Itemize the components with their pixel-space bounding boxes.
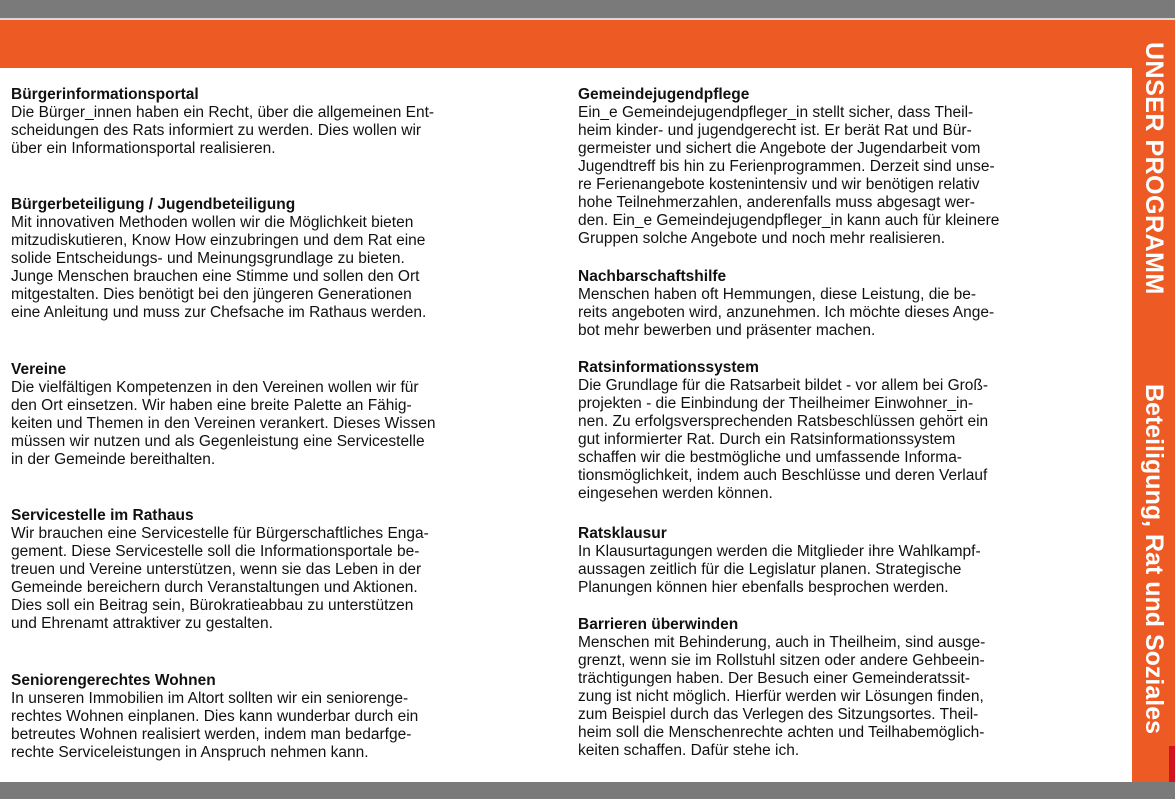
top-gray-bar	[0, 0, 1175, 18]
section-text: Menschen haben oft Hemmungen, diese Leistung, die be- reits angeboten wird, anzunehmen. Ich möchte dieses Ange- bot mehr bewerben und präsenter machen.	[578, 286, 995, 339]
section-text: Ein_e Gemeindejugendpfleger_in stellt sicher, dass Theil- heim kinder- und jugendgerecht ist. Er berät Rat und Bür- germeister und sichert die Angebote der Jugendarbeit vom Jugendtreff bis hin zu Ferienprogrammen. Derzeit sind unse- re Ferienangebote kostenintensiv und wir benötigen relativ hohe Teilnehmerzahlen, anderenfalls muss abgesagt wer- den. Ein_e Gemeindejugendpfleger_in kann auch für kleinere Gruppen solche Angebote und noch mehr realisieren.	[578, 104, 1000, 247]
sidebar-title: UNSER PROGRAMM	[1140, 42, 1168, 295]
section-text: Die vielfältigen Kompetenzen in den Vereinen wollen wir für den Ort einsetzen. Wir haben eine breite Palette an Fähig- keiten und Themen in den Vereinen verankert. Dieses Wissen müssen wir nutzen und als Gegenleistung eine Servicestelle in der Gemeinde bereithalten.	[11, 379, 436, 468]
section-text: Wir brauchen eine Servicestelle für Bürgerschaftliches Enga- gement. Diese Servicestelle soll die Informationsportale be- treuen und Vereine unterstützen, wenn sie das Leben in der Gemeinde bereichern durch Veranstaltungen und Aktionen. Dies soll ein Beitrag sein, Bürokratieabbau zu unterstützen und Ehrenamt attraktiver zu gestalten.	[11, 525, 429, 632]
section-text: In Klausurtagungen werden die Mitglieder ihre Wahlkampf- aussagen zeitlich für die Legislatur planen. Strategische Planungen können hier ebenfalls besprochen werden.	[578, 543, 981, 596]
section-barrieren-ueberwinden	[578, 616, 985, 760]
section-servicestelle	[11, 507, 429, 633]
section-heading: Bürgerinformationsportal	[11, 86, 199, 103]
section-heading: Ratsinformationssystem	[578, 359, 759, 376]
section-text: Die Grundlage für die Ratsarbeit bildet - vor allem bei Groß- projekten - die Einbindung der Theilheimer Einwohner_in- nen. Zu erfolgsversprechenden Ratsbeschlüssen gehört ein gut informierter Rat. Durch ein Ratsinformationssystem schaffen wir die bestmögliche und umfassende Informa- tionsmöglichkeit, indem auch Beschlüsse und deren Verlauf eingesehen werden können.	[578, 377, 989, 502]
section-heading: Ratsklausur	[578, 525, 667, 542]
section-heading: Vereine	[11, 361, 67, 378]
section-nachbarschaftshilfe	[578, 268, 994, 340]
section-text: In unseren Immobilien im Altort sollten wir ein seniorenge- rechtes Wohnen einplanen. Dies kann wunderbar durch ein betreutes Wohnen realisiert werden, indem man bedarfge- rechte Serviceleistungen in Anspruch nehmen kann.	[11, 690, 419, 761]
section-heading: Gemeindejugendpflege	[578, 86, 750, 103]
section-text: Mit innovativen Methoden wollen wir die Möglichkeit bieten mitzudiskutieren, Know How einzubringen und dem Rat eine solide Entscheidungs- und Meinungsgrundlage zu bieten. Junge Menschen brauchen eine Stimme und sollen den Ort mitgestalten. Dies benötigt bei den jüngeren Generationen eine Anleitung und muss zur Chefsache im Rathaus werden.	[11, 214, 427, 321]
section-heading: Barrieren überwinden	[578, 616, 739, 633]
section-ratsklausur	[578, 525, 981, 597]
program-sidebar	[1132, 20, 1175, 782]
sidebar-red-marker	[1169, 746, 1175, 782]
section-heading: Bürgerbeteiligung / Jugendbeteiligung	[11, 196, 296, 213]
section-heading: Nachbarschaftshilfe	[578, 268, 727, 285]
section-seniorengerechtes-wohnen	[11, 672, 418, 762]
section-buergerbeteiligung	[11, 196, 426, 322]
top-orange-band	[0, 20, 1175, 68]
section-heading: Seniorengerechtes Wohnen	[11, 672, 216, 689]
sidebar-subtitle: Beteiligung, Rat und Soziales	[1140, 384, 1168, 735]
section-text: Menschen mit Behinderung, auch in Theilheim, sind ausge- grenzt, wenn sie im Rollstuhl sitzen oder andere Gehbeein- trächtigungen haben. Der Besuch einer Gemeinderatssit- zung ist nicht möglich. Hierfür werden wir Lösungen finden, zum Beispiel durch das Verlegen des Sitzungsortes. Theil- heim soll die Menschenrechte achten und Teilhabemöglich- keiten schaffen. Dafür stehe ich.	[578, 634, 986, 759]
section-text: Die Bürger_innen haben ein Recht, über die allgemeinen Ent- scheidungen des Rats informiert zu werden. Dies wollen wir über ein Informationsportal realisieren.	[11, 104, 435, 157]
section-vereine	[11, 361, 435, 469]
bottom-gray-bar	[0, 782, 1175, 799]
section-gemeindejugendpflege	[578, 86, 999, 248]
section-buergerinformationsportal	[11, 86, 434, 158]
section-heading: Servicestelle im Rathaus	[11, 507, 194, 524]
section-ratsinformationssystem	[578, 359, 988, 503]
